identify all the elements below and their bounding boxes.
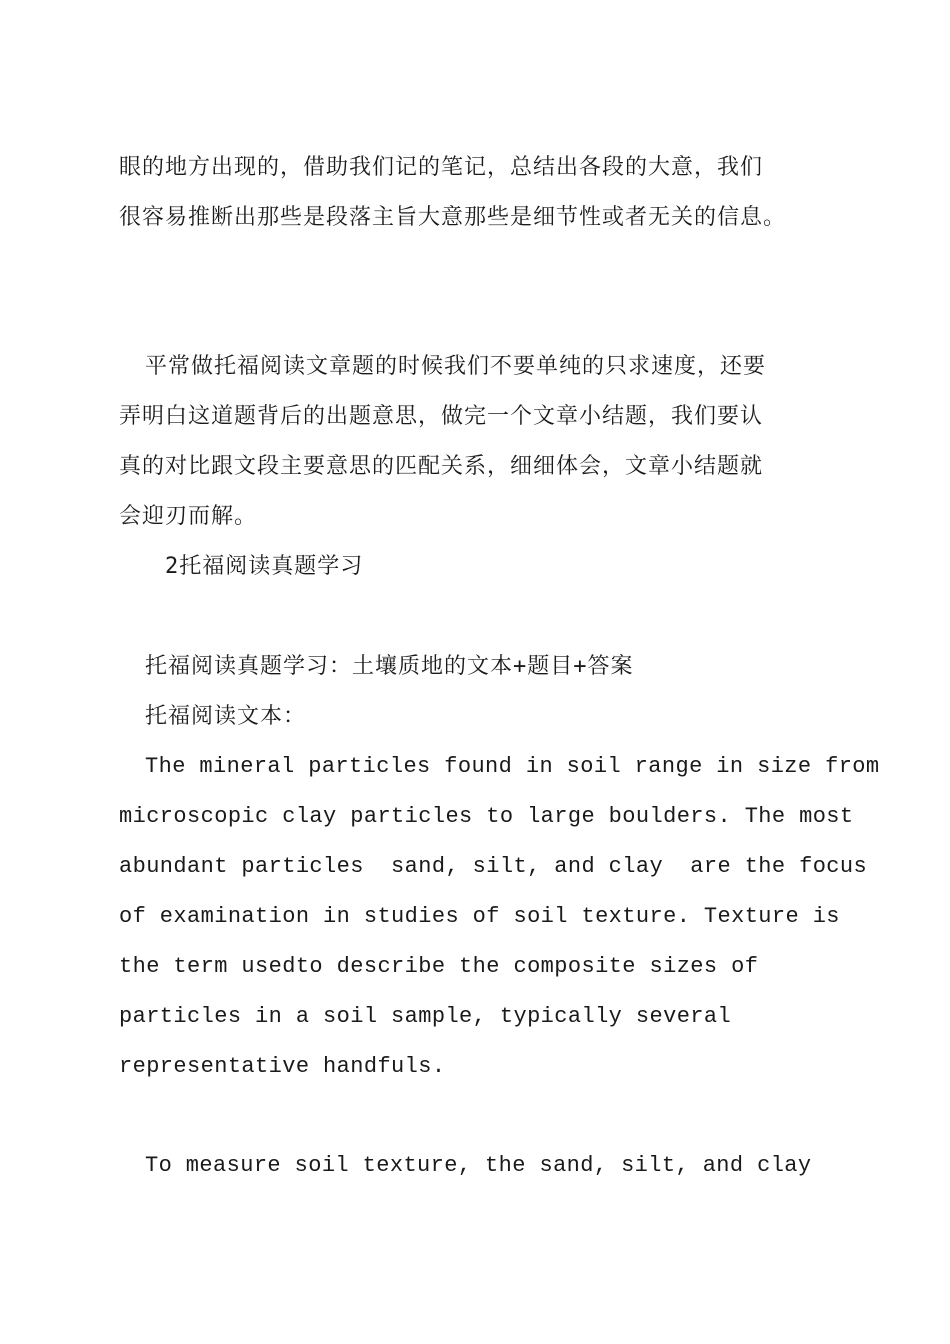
paragraph-2-line-1: 平常做托福阅读文章题的时候我们不要单纯的只求速度，还要 [145,354,767,379]
english-paragraph-1-line-7: representative handfuls. [119,1054,446,1079]
english-paragraph-2-line-1: To measure soil texture, the sand, silt, and clay [145,1153,812,1178]
paragraph-1-line-1: 眼的地方出现的，借助我们记的笔记，总结出各段的大意，我们 [119,155,764,180]
paragraph-2-line-3: 真的对比跟文段主要意思的匹配关系，细细体会，文章小结题就 [119,454,764,479]
english-paragraph-1-line-1: The mineral particles found in soil range in size from [145,754,880,779]
paragraph-2-line-2: 弄明白这道题背后的出题意思，做完一个文章小结题，我们要认 [119,404,764,429]
english-paragraph-1-line-4: of examination in studies of soil texture. Texture is [119,904,840,929]
reading-text-label: 托福阅读文本： [145,704,307,729]
paragraph-1-line-2: 很容易推断出那些是段落主旨大意那些是细节性或者无关的信息。 [119,205,787,230]
english-paragraph-1-line-5: the term usedto describe the composite sizes of [119,954,759,979]
paragraph-2-line-4: 会迎刃而解。 [119,504,258,529]
section-subtitle: 托福阅读真题学习：土壤质地的文本+题目+答案 [145,654,634,679]
english-paragraph-1-line-2: microscopic clay particles to large boulders. The most [119,804,854,829]
english-paragraph-1-line-3: abundant particles sand, silt, and clay are the focus [119,854,868,879]
english-paragraph-1-line-6: particles in a soil sample, typically several [119,1004,732,1029]
section-heading: 2托福阅读真题学习 [165,554,364,579]
